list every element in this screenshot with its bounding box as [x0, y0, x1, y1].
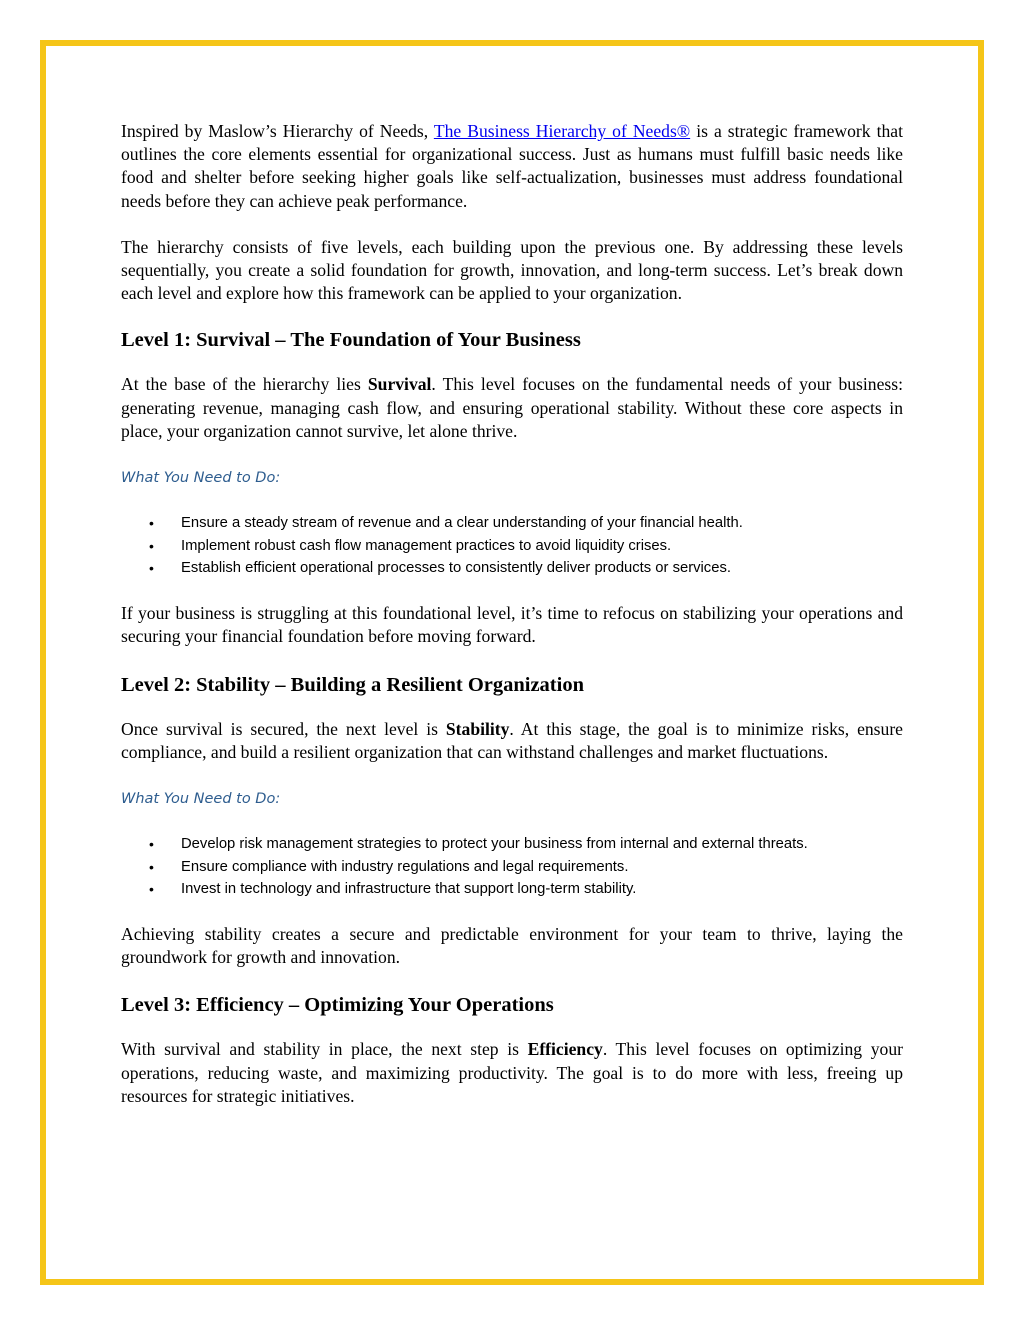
list-item — [121, 557, 903, 580]
level-2-bullet-list — [121, 833, 903, 901]
list-item-text: Develop risk management strategies to protect your business from internal and external threats. — [181, 835, 808, 852]
level-1-subheading: What You Need to Do: — [121, 470, 281, 487]
list-item — [121, 856, 903, 879]
list-item-text: Establish efficient operational processes to consistently deliver products or services. — [181, 560, 731, 577]
list-item — [121, 878, 903, 901]
bullet-icon: • — [149, 537, 154, 554]
level-1-text-rest: . This level focuses on the fundamental needs of your business: generating revenue, managing cash flow, and ensuring operational stability. Without these core aspects in place, your organization cannot survive, let alone thrive. — [121, 374, 903, 441]
level-3-text: With survival and stability in place, the next step is — [121, 1039, 528, 1060]
level-2-text-rest: . At this stage, the goal is to minimize risks, ensure compliance, and build a resilient organization that can withstand challenges and market fluctuations. — [121, 718, 903, 762]
level-2-subheading: What You Need to Do: — [121, 790, 281, 807]
list-item — [121, 512, 903, 535]
level-2-text: Once survival is secured, the next level is — [121, 718, 446, 739]
bullet-icon: • — [149, 881, 154, 898]
list-item-text: Invest in technology and infrastructure that support long-term stability. — [181, 881, 637, 898]
level-3-text-rest: . This level focuses on optimizing your operations, reducing waste, and maximizing productivity. The goal is to do more with less, freeing up resources for strategic initiatives. — [121, 1039, 903, 1106]
level-1-text: At the base of the hierarchy lies — [121, 374, 368, 395]
level-1-heading: Level 1: Survival – The Foundation of Your Business — [121, 329, 581, 352]
level-3-paragraph — [121, 1038, 903, 1108]
level-2-closing: Achieving stability creates a secure and predictable environment for your team to thrive, laying the groundwork for growth and innovation. — [121, 924, 903, 968]
level-2-keyword: Stability — [445, 718, 510, 739]
intro-paragraph-2: The hierarchy consists of five levels, each building upon the previous one. By addressing these levels sequentially, you create a solid foundation for growth, innovation, and long-term success. Let’s break down each level and explore how this framework can be applied to your organization. — [121, 236, 903, 304]
document-body — [121, 120, 903, 1108]
level-3-heading: Level 3: Efficiency – Optimizing Your Operations — [121, 994, 554, 1017]
list-item-text: Ensure a steady stream of revenue and a clear understanding of your financial health. — [181, 515, 743, 532]
bullet-icon: • — [149, 858, 154, 875]
intro-paragraph-1 — [121, 120, 903, 213]
level-1-closing: If your business is struggling at this foundational level, it’s time to refocus on stabilizing your operations and securing your financial foundation before moving forward. — [121, 603, 903, 647]
level-3-keyword: Efficiency — [527, 1039, 603, 1060]
level-2-paragraph — [121, 718, 903, 764]
bullet-icon: • — [149, 835, 154, 852]
list-item-text: Ensure compliance with industry regulations and legal requirements. — [181, 858, 629, 875]
intro-text-before-link: Inspired by Maslow’s Hierarchy of Needs, — [121, 121, 434, 141]
list-item — [121, 833, 903, 856]
bullet-icon: • — [149, 560, 154, 577]
list-item — [121, 535, 903, 558]
level-1-paragraph — [121, 373, 903, 443]
business-hierarchy-link[interactable]: The Business Hierarchy of Needs® — [433, 121, 691, 141]
level-2-heading: Level 2: Stability – Building a Resilient Organization — [121, 673, 584, 696]
bullet-icon: • — [149, 515, 154, 532]
intro-text-after-link: is a strategic framework that outlines the core elements essential for organizational success. Just as humans must fulfill basic needs like food and shelter before seeking higher goals like self-actualization, businesses must address foundational needs before they can achieve peak performance. — [121, 121, 903, 211]
level-1-keyword: Survival — [367, 374, 432, 395]
level-1-bullet-list — [121, 512, 903, 580]
list-item-text: Implement robust cash flow management practices to avoid liquidity crises. — [181, 537, 672, 554]
